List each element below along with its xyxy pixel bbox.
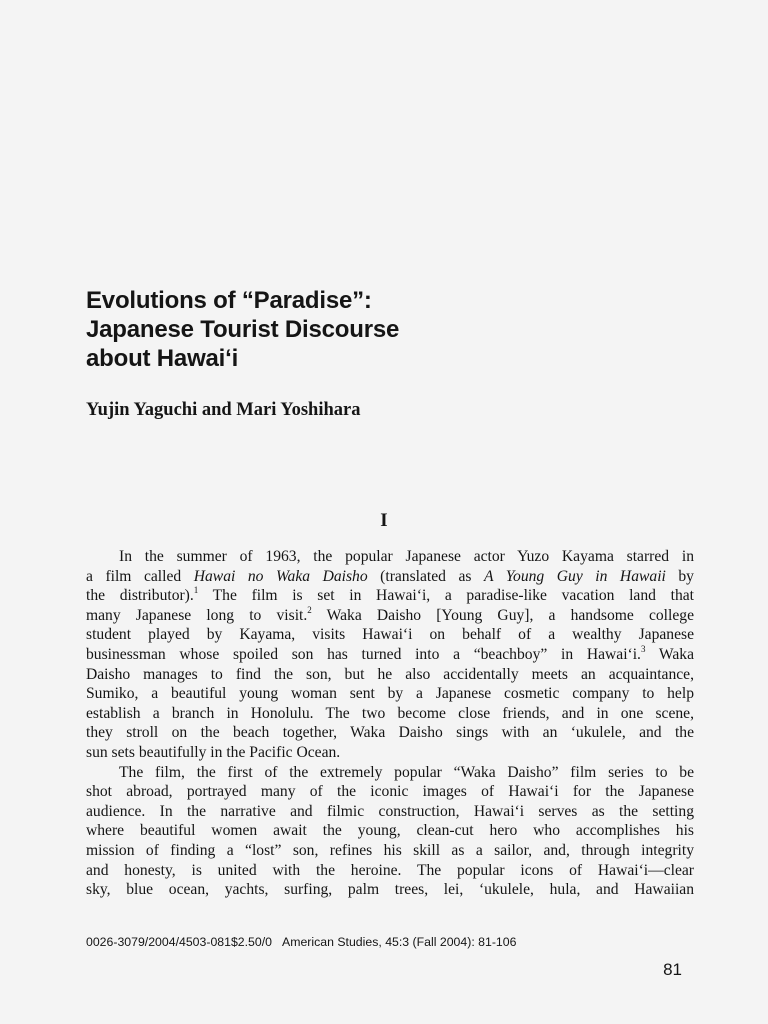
text-run: shot abroad, portrayed many of the iconic images of Hawai‘i for the Japanese	[86, 783, 694, 801]
text-run: businessman whose spoiled son has turned into a “beachboy” in Hawai‘i.	[86, 645, 641, 663]
text-run: The film, the first of the extremely popular “Waka Daisho” film series to be	[119, 763, 694, 781]
paragraph-line	[86, 645, 694, 665]
section-heading: I	[380, 510, 388, 531]
text-run: sun sets beautifully in the Pacific Ocean.	[86, 743, 341, 761]
paragraph-line	[86, 821, 694, 841]
text-run: The film is set in Hawai‘i, a paradise-like vacation land that	[198, 587, 694, 605]
paragraph	[86, 763, 694, 900]
italic-title: Hawai no Waka Daisho	[193, 567, 368, 585]
text-run: mission of finding a “lost” son, refines his skill as a sailor, and, through integrity	[86, 841, 694, 859]
paragraph-line	[86, 841, 694, 861]
paragraph-line	[86, 684, 694, 704]
text-run: where beautiful women await the young, clean-cut hero who accomplishes his	[86, 822, 694, 840]
paragraph-line	[86, 606, 694, 626]
text-run: establish a branch in Honolulu. The two become close friends, and in one scene,	[86, 704, 694, 722]
paragraph-line	[86, 802, 694, 822]
paragraph-line	[86, 782, 694, 802]
paragraph	[86, 547, 694, 763]
paragraph-line	[86, 586, 694, 606]
article-title	[86, 286, 646, 373]
journal-code: 0026-3079/2004/4503-081$2.50/0	[86, 935, 272, 949]
text-run: sky, blue ocean, yachts, surfing, palm trees, lei, ‘ukulele, hula, and Hawaiian	[86, 881, 694, 899]
paragraph-line	[86, 880, 694, 900]
text-run: and honesty, is united with the heroine. The popular icons of Hawai‘i—clear	[86, 861, 694, 879]
text-run: a film called	[86, 567, 194, 585]
text-run: Daisho manages to find the son, but he also accidentally meets an acquaintance,	[86, 665, 694, 683]
paragraph-line	[86, 704, 694, 724]
footnote-marker: 2	[307, 604, 312, 615]
paragraph-line	[86, 665, 694, 685]
text-run: (translated as	[367, 567, 485, 585]
page-number: 81	[663, 960, 682, 979]
article-authors: Yujin Yaguchi and Mari Yoshihara	[86, 400, 361, 420]
paragraph-line	[86, 763, 694, 783]
text-run: In the summer of 1963, the popular Japanese actor Yuzo Kayama starred in	[119, 548, 694, 565]
paragraph-line	[86, 625, 694, 645]
footer-citation	[86, 935, 516, 949]
paragraph-line	[86, 723, 694, 743]
paragraph-line	[86, 547, 694, 567]
text-run: Sumiko, a beautiful young woman sent by a Japanese cosmetic company to help	[86, 685, 694, 703]
paragraph-line	[86, 567, 694, 587]
text-run: student played by Kayama, visits Hawai‘i on behalf of a wealthy Japanese	[86, 626, 694, 644]
article-title-line: about Hawai‘i	[86, 345, 239, 372]
text-run: by	[665, 567, 694, 585]
journal-citation: American Studies, 45:3 (Fall 2004): 81-106	[282, 935, 517, 949]
text-run: the distributor).	[86, 587, 194, 605]
paragraph-line	[86, 743, 694, 763]
text-run: many Japanese long to visit.	[86, 606, 308, 624]
article-title-line: Evolutions of “Paradise”:	[86, 287, 372, 314]
paragraph-line	[86, 861, 694, 881]
footnote-marker: 1	[193, 585, 199, 595]
text-run: Waka	[645, 645, 694, 663]
italic-title: A Young Guy in Hawaii	[484, 567, 666, 585]
text-run: they stroll on the beach together, Waka Daisho sings with an ‘ukulele, and the	[86, 724, 694, 742]
text-run: audience. In the narrative and filmic construction, Hawai‘i serves as the setting	[86, 802, 694, 820]
body-text	[86, 547, 694, 900]
article-title-line: Japanese Tourist Discourse	[86, 316, 400, 343]
footnote-marker: 3	[640, 643, 646, 654]
text-run: Waka Daisho [Young Guy], a handsome college	[311, 606, 694, 624]
